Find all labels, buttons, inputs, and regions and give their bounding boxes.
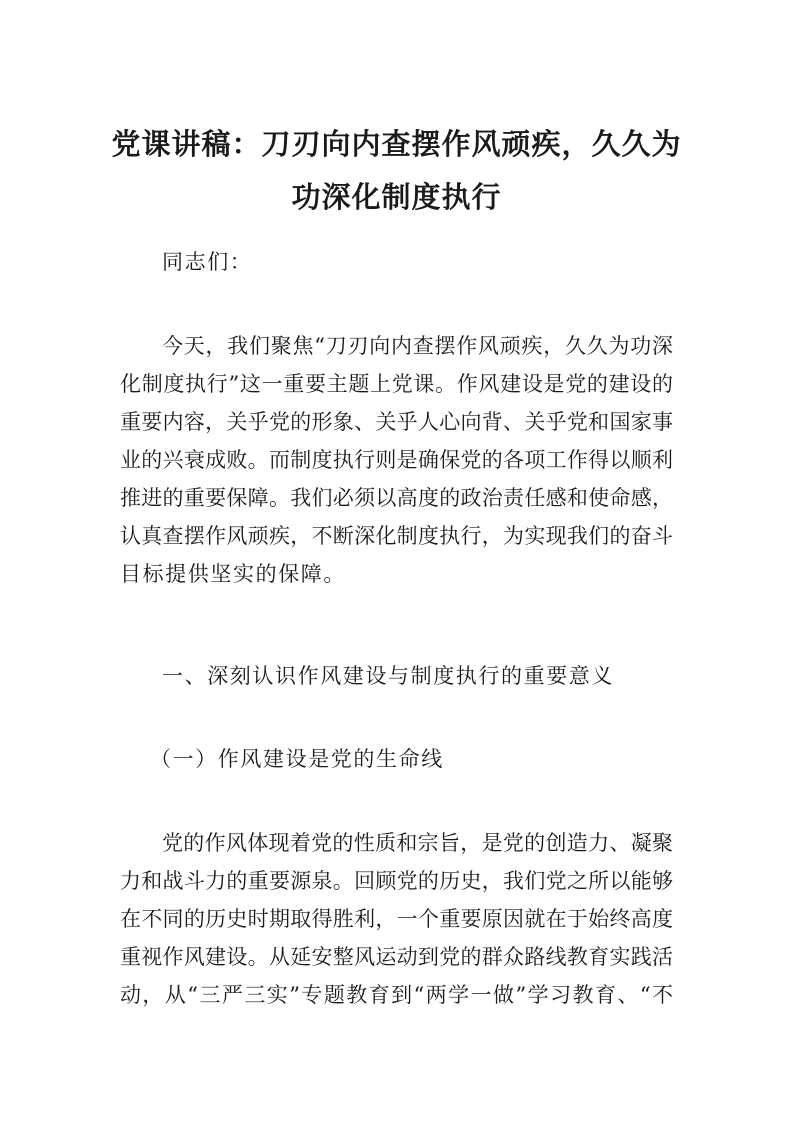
paragraph-line: 目标提供坚实的保障。	[120, 562, 346, 586]
paragraph-line: 业的兴衰成败。而制度执行则是确保党的各项工作得以顺利	[120, 448, 673, 472]
paragraph-line: 今天，我们聚焦“刀刃向内查摆作风顽疾，久久为功深	[162, 334, 673, 358]
section-heading: 一、深刻认识作风建设与制度执行的重要意义	[162, 664, 614, 688]
salutation: 同志们：	[162, 250, 253, 274]
title-line-1: 党课讲稿：刀刃向内查摆作风顽疾，久久为	[111, 127, 682, 161]
paragraph-line: 党的作风体现着党的性质和宗旨，是党的创造力、凝聚	[162, 831, 673, 855]
paragraph-line: 重要内容，关乎党的形象、关乎人心向背、关乎党和国家事	[120, 410, 673, 434]
paragraph-line: 在不同的历史时期取得胜利，一个重要原因就在于始终高度	[120, 907, 673, 931]
paragraph-line: 力和战斗力的重要源泉。回顾党的历史，我们党之所以能够	[120, 869, 673, 893]
paragraph-line: 化制度执行”这一重要主题上党课。作风建设是党的建设的	[120, 372, 673, 396]
title-line-2: 功深化制度执行	[291, 180, 502, 214]
subsection-heading: （一）作风建设是党的生命线	[150, 747, 444, 771]
document-title	[110, 118, 683, 224]
paragraph-line: 重视作风建设。从延安整风运动到党的群众路线教育实践活	[120, 945, 673, 969]
paragraph-line: 动，从“三严三实”专题教育到“两学一做”学习教育、“不	[120, 983, 673, 1007]
paragraph-line: 推进的重要保障。我们必须以高度的政治责任感和使命感，	[120, 486, 673, 510]
paragraph-line: 认真查摆作风顽疾，不断深化制度执行，为实现我们的奋斗	[120, 524, 673, 548]
